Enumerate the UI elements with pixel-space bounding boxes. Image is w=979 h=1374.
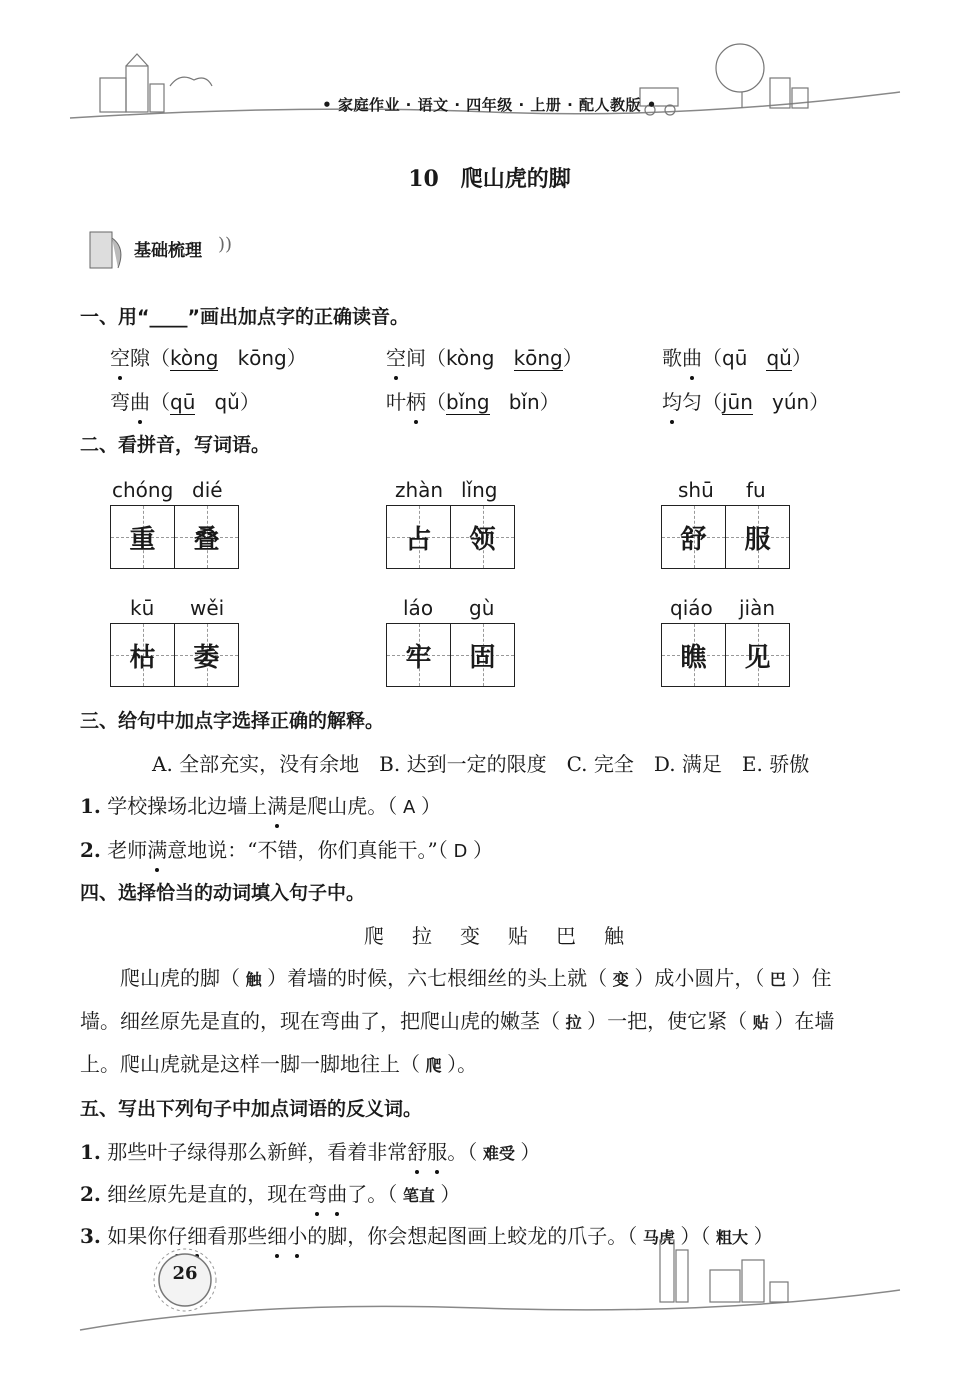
s5-question-2: 2. 细丝原先是直的，现在弯曲了。（ 笔直 ） [80, 1178, 460, 1207]
pinyin-5a: láo [403, 596, 434, 620]
s3-options: A. 全部充实，没有余地 B. 达到一定的限度 C. 完全 D. 满足 E. 骄傲 [152, 752, 810, 776]
pinyin-2b: lǐng [461, 478, 498, 502]
char-4b: 萎 [193, 642, 220, 673]
char-1b: 叠 [193, 524, 220, 555]
section-2-heading: 二、看拼音，写词语。 [80, 434, 271, 456]
s4-line-3: 上。爬山虎就是这样一脚一脚地往上（ 爬 ）。 [80, 1052, 478, 1076]
section-1-heading: 一、用“____”画出加点字的正确读音。 [80, 306, 409, 328]
char-1a: 重 [129, 524, 156, 555]
s4-line-1: 爬山虎的脚（ 触 ）着墙的时候，六七根细丝的头上就（ 变 ）成小圆片，（ 巴 ）住 [120, 966, 832, 990]
char-box-5 [386, 623, 515, 687]
s4-line-2: 墙。细丝原先是直的，现在弯曲了，把爬山虎的嫩茎（ 拉 ）一把，使它紧（ 贴 ）在墙 [80, 1009, 835, 1033]
pinyin-3a: shū [678, 478, 714, 502]
char-6a: 瞧 [680, 642, 707, 673]
s5-question-3: 3. 如果你仔细看那些细小的脚，你会想起图画上蛟龙的爪子。（ 马虎 ）（ 粗大 ） [80, 1220, 774, 1249]
pinyin-1a: chóng [112, 478, 174, 502]
pinyin-4b: wěi [190, 596, 225, 620]
char-box-3 [661, 505, 790, 569]
s3-question-2: 2. 老师满意地说：“不错，你们真能干。”（ D ） [80, 834, 493, 863]
header-illustration [0, 0, 979, 140]
s1-item-4: 弯曲（qū qǔ） [110, 386, 260, 415]
series-header: • 家庭作业 · 语文 · 四年级 · 上册 · 配人教版 • [322, 96, 657, 114]
pinyin-6a: qiáo [670, 596, 713, 620]
badge-label: 基础梳理 [134, 241, 202, 261]
s1-item-6: 均匀（jūn yún） [662, 386, 829, 415]
char-2a: 占 [405, 524, 432, 555]
char-box-6 [661, 623, 790, 687]
char-3a: 舒 [680, 524, 707, 555]
page-number: 26 [172, 1263, 198, 1284]
char-5a: 牢 [405, 642, 432, 673]
pinyin-5b: gù [469, 596, 495, 620]
s5-question-1: 1. 那些叶子绿得那么新鲜，看着非常舒服。（ 难受 ） [80, 1136, 540, 1165]
pinyin-2a: zhàn [395, 478, 444, 502]
s4-word-bank: 爬 拉 变 贴 巴 触 [364, 924, 628, 948]
char-box-2 [386, 505, 515, 569]
footer-illustration [0, 1230, 979, 1360]
char-2b: 领 [469, 524, 496, 555]
char-box-1 [110, 505, 239, 569]
s1-item-1: 空隙（kòng kōng） [110, 342, 307, 371]
lesson-title: 10 爬山虎的脚 [408, 166, 571, 192]
section-5-heading: 五、写出下列句子中加点词语的反义词。 [80, 1098, 423, 1120]
s1-item-3: 歌曲（qū qǔ） [662, 342, 812, 371]
pinyin-3b: fu [746, 478, 766, 502]
s1-item-2: 空间（kòng kōng） [386, 342, 583, 371]
section-4-heading: 四、选择恰当的动词填入句子中。 [80, 882, 366, 904]
char-box-4 [110, 623, 239, 687]
section-3-heading: 三、给句中加点字选择正确的解释。 [80, 710, 385, 732]
pinyin-4a: kū [130, 596, 155, 620]
pinyin-6b: jiàn [739, 596, 776, 620]
s3-question-1: 1. 学校操场北边墙上满是爬山虎。（ A ） [80, 790, 441, 819]
char-3b: 服 [744, 524, 771, 555]
char-6b: 见 [744, 642, 771, 673]
pinyin-1b: dié [192, 478, 223, 502]
badge-arcs: )) [218, 234, 233, 255]
s1-item-5: 叶柄（bǐng bǐn） [386, 386, 560, 415]
char-5b: 固 [469, 642, 496, 673]
char-4a: 枯 [129, 642, 156, 673]
